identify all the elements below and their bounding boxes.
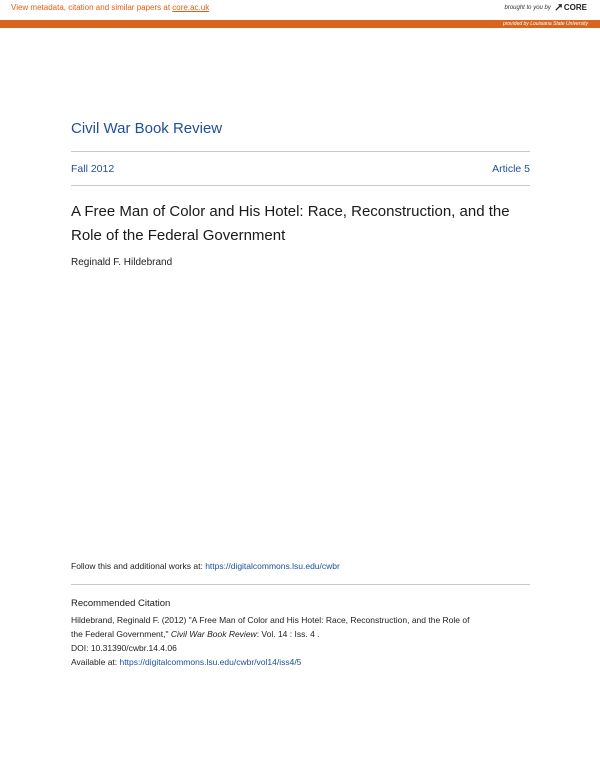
citation-journal: Civil War Book Review — [170, 629, 257, 639]
citation-divider — [71, 584, 530, 585]
citation-line-1: Hildebrand, Reginald F. (2012) "A Free Man of Color and His Hotel: Race, Reconstruction, and the Role of — [71, 615, 470, 625]
core-logo-text: CORE — [563, 3, 587, 12]
citation-block — [71, 613, 541, 669]
provided-by-text: provided by Louisiana State University — [502, 21, 588, 27]
journal-title[interactable]: Civil War Book Review — [71, 120, 223, 137]
citation-doi: DOI: 10.31390/cwbr.14.4.06 — [71, 643, 177, 653]
available-link[interactable]: https://digitalcommons.lsu.edu/cwbr/vol14/iss4/5 — [119, 657, 302, 667]
core-banner — [0, 0, 600, 20]
core-ac-uk-link[interactable]: core.ac.uk — [172, 3, 210, 12]
citation-line-2 — [71, 627, 541, 641]
core-logo-icon — [554, 3, 563, 12]
brought-by-text: brought to you by — [504, 4, 551, 11]
core-prefix-text: View metadata, citation and similar papers at — [11, 3, 173, 12]
title-divider — [71, 185, 530, 186]
citation-available — [71, 655, 541, 669]
available-prefix: Available at: — [71, 657, 120, 667]
citation-line-2-prefix: the Federal Government," — [71, 629, 171, 639]
issue-date[interactable]: Fall 2012 — [71, 163, 115, 175]
citation-volume: : Vol. 14 : Iss. 4 . — [256, 629, 320, 639]
article-number[interactable]: Article 5 — [492, 163, 530, 175]
author-name: Reginald F. Hildebrand — [71, 257, 173, 268]
core-metadata-link — [11, 3, 209, 12]
recommended-citation-heading: Recommended Citation — [71, 598, 171, 609]
follow-text: Follow this and additional works at: — [71, 561, 206, 571]
follow-link[interactable]: https://digitalcommons.lsu.edu/cwbr — [205, 561, 340, 571]
top-divider — [71, 151, 530, 152]
provider-bar — [0, 20, 600, 28]
article-title: A Free Man of Color and His Hotel: Race, Reconstruction, and the Role of the Federal Government — [71, 203, 510, 244]
core-logo[interactable] — [554, 3, 587, 12]
brought-to-you-by — [505, 3, 588, 12]
follow-line — [71, 561, 340, 571]
